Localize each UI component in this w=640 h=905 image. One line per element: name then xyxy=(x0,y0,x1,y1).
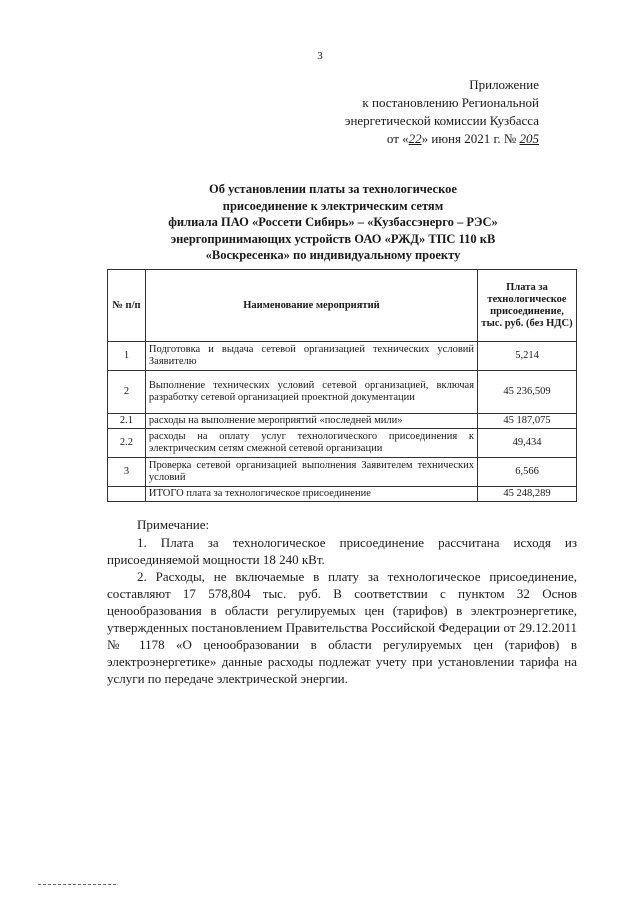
resolution-number: 205 xyxy=(519,131,539,146)
table-row xyxy=(108,342,577,371)
row-name: Подготовка и выдача сетевой организацией технических условий Заявителю xyxy=(145,342,477,371)
fees-table xyxy=(107,269,577,502)
table-row xyxy=(108,458,577,487)
footer-divider xyxy=(38,884,116,885)
appendix-line-2: к постановлению Региональной xyxy=(362,95,539,110)
row-name: расходы на оплату услуг технологического присоединения к электрическим сетям смежной сетевой организации xyxy=(145,429,477,458)
row-fee: 49,434 xyxy=(478,429,577,458)
title-line-1: Об установлении платы за технологическое xyxy=(209,182,457,196)
row-num: 1 xyxy=(108,342,146,371)
table-row xyxy=(108,414,577,429)
row-num xyxy=(108,487,146,502)
title-line-5: «Воскресенка» по индивидуальному проекту xyxy=(205,248,461,262)
date-prefix: от « xyxy=(386,131,409,146)
row-fee: 5,214 xyxy=(478,342,577,371)
table-header-row xyxy=(108,270,577,342)
appendix-line-3: энергетической комиссии Кузбасса xyxy=(344,113,539,128)
date-day: 22 xyxy=(408,131,422,146)
notes-section xyxy=(107,516,577,687)
title-line-2: присоединение к электрическим сетям xyxy=(222,198,444,213)
document-title xyxy=(148,181,518,264)
page-number: 3 xyxy=(317,50,323,62)
row-fee: 45 187,075 xyxy=(478,414,577,429)
note-1: 1. Плата за технологическое присоединение рассчитана исходя из присоединяемой мощности 18 240 кВт. xyxy=(107,535,577,567)
appendix-block xyxy=(345,76,539,148)
date-middle: » июня 2021 г. № xyxy=(421,131,517,146)
row-fee: 45 248,289 xyxy=(478,487,577,502)
header-name: Наименование мероприятий xyxy=(145,270,477,342)
row-name: Проверка сетевой организацией выполнения Заявителем технических условий xyxy=(145,458,477,487)
note-2: 2. Расходы, не включаемые в плату за технологическое присоединение, составляют 17 578,804 тыс. руб. В соответствии с пунктом 32 Основ ценообразования в области регулируемых цен (тарифов) в электроэнергетике, утвержденных постановлением Правительства Российской Федерации от 29.12.2011 № 1178 «О ценообразовании в области регулируемых цен (тарифов) в электроэнергетике» данные расходы подлежат учету при установлении тарифа на услуги по передаче электрической энергии. xyxy=(107,569,577,686)
row-num: 2.2 xyxy=(108,429,146,458)
title-line-3: филиала ПАО «Россети Сибирь» – «Кузбассэнерго – РЭС» xyxy=(168,215,498,229)
row-name: Выполнение технических условий сетевой организацией, включая разработку сетевой организацией проектной документации xyxy=(145,371,477,414)
appendix-line-1: Приложение xyxy=(469,77,539,92)
row-fee: 45 236,509 xyxy=(478,371,577,414)
table-row-total xyxy=(108,487,577,502)
row-num: 3 xyxy=(108,458,146,487)
row-name: расходы на выполнение мероприятий «последней мили» xyxy=(145,414,477,429)
header-num: № п/п xyxy=(108,270,146,342)
title-line-4: энергопринимающих устройств ОАО «РЖД» ТПС 110 кВ xyxy=(170,231,496,246)
appendix-date-line xyxy=(345,130,539,148)
header-fee: Плата за технологическое присоединение, тыс. руб. (без НДС) xyxy=(478,270,577,342)
row-fee: 6,566 xyxy=(478,458,577,487)
row-num: 2.1 xyxy=(108,414,146,429)
table-row xyxy=(108,429,577,458)
row-name: ИТОГО плата за технологическое присоединение xyxy=(145,487,477,502)
table-row xyxy=(108,371,577,414)
notes-heading: Примечание: xyxy=(137,517,210,532)
row-num: 2 xyxy=(108,371,146,414)
